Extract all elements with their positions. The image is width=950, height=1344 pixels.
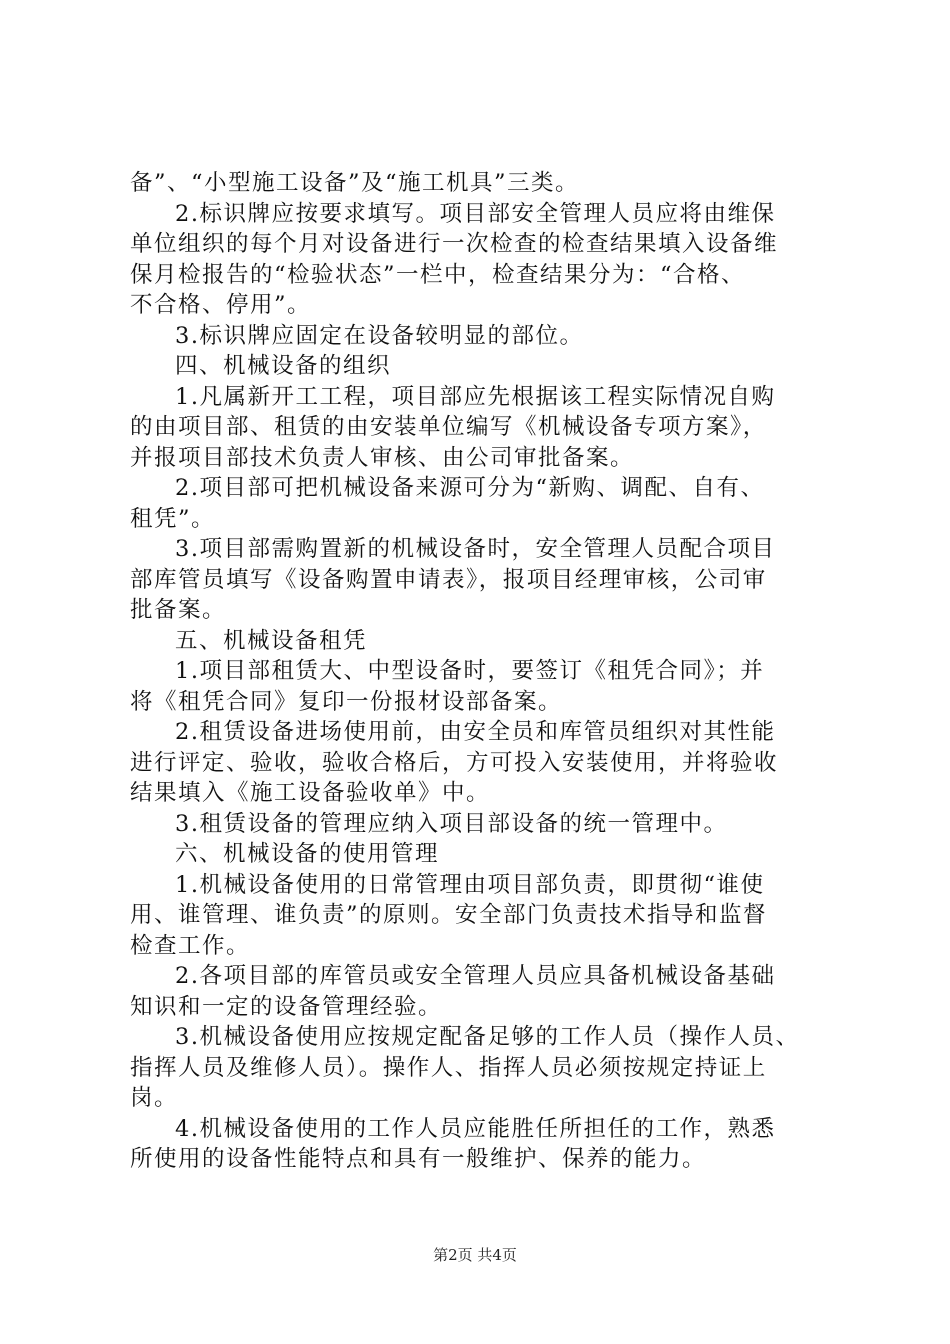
text-line: 六、机械设备的使用管理 <box>175 841 440 867</box>
text-line: 单位组织的每个月对设备进行一次检查的检查结果填入设备维 <box>130 231 779 257</box>
text-line: 结果填入《施工设备验收单》中。 <box>130 780 491 806</box>
page-number-label: 第2页 共4页 <box>433 1246 517 1264</box>
text-line: 四、机械设备的组织 <box>175 353 392 379</box>
text-line: 岗。 <box>130 1085 179 1111</box>
text-line: 4.机械设备使用的工作人员应能胜任所担任的工作，熟悉 <box>175 1115 776 1142</box>
text-line: 指挥人员及维修人员）。操作人、指挥人员必须按规定持证上 <box>130 1054 767 1081</box>
text-line: 备”、“小型施工设备”及“施工机具”三类。 <box>130 170 580 196</box>
text-line: 租凭”。 <box>130 505 216 532</box>
document-body <box>130 168 830 1175</box>
text-line: 不合格、停用”。 <box>130 292 312 318</box>
text-line: 进行评定、验收，验收合格后，方可投入安装使用，并将验收 <box>130 749 779 776</box>
text-line: 所使用的设备性能特点和具有一般维护、保养的能力。 <box>130 1146 707 1172</box>
text-line: 2.各项目部的库管员或安全管理人员应具备机械设备基础 <box>175 963 776 989</box>
text-line: 知识和一定的设备管理经验。 <box>130 993 443 1020</box>
text-line: 2.项目部可把机械设备来源可分为“新购、调配、自有、 <box>175 475 765 501</box>
text-line: 1.项目部租赁大、中型设备时，要签订《租凭合同》；并 <box>175 658 765 684</box>
text-line: 2.标识牌应按要求填写。项目部安全管理人员应将由维保 <box>175 200 776 227</box>
text-line: 3.项目部需购置新的机械设备时，安全管理人员配合项目 <box>175 536 776 562</box>
text-line: 五、机械设备租凭 <box>175 627 368 654</box>
text-line: 检查工作。 <box>130 932 251 959</box>
text-line: 的由项目部、租赁的由安装单位编写《机械设备专项方案》， <box>130 414 767 440</box>
text-line: 部库管员填写《设备购置申请表》，报项目经理审核，公司审 <box>130 566 767 593</box>
text-line: 批备案。 <box>130 597 227 623</box>
text-line: 3.机械设备使用应按规定配备足够的工作人员（操作人员、 <box>175 1024 800 1050</box>
text-line: 3.租赁设备的管理应纳入项目部设备的统一管理中。 <box>175 810 728 837</box>
text-line: 并报项目部技术负责人审核、由公司审批备案。 <box>130 444 635 471</box>
text-line: 3.标识牌应固定在设备较明显的部位。 <box>175 322 584 349</box>
page-footer <box>0 1244 950 1265</box>
text-line: 1.机械设备使用的日常管理由项目部负责，即贯彻“谁使 <box>175 871 765 898</box>
text-line: 2.租赁设备进场使用前，由安全员和库管员组织对其性能 <box>175 719 776 745</box>
text-line: 用、谁管理、谁负责”的原则。安全部门负责技术指导和监督 <box>130 902 768 928</box>
text-line: 1.凡属新开工工程，项目部应先根据该工程实际情况自购 <box>175 383 776 410</box>
text-line: 将《租凭合同》复印一份报材设部备案。 <box>130 688 563 715</box>
text-line: 保月检报告的“检验状态”一栏中，检查结果分为：“合格、 <box>130 261 746 288</box>
